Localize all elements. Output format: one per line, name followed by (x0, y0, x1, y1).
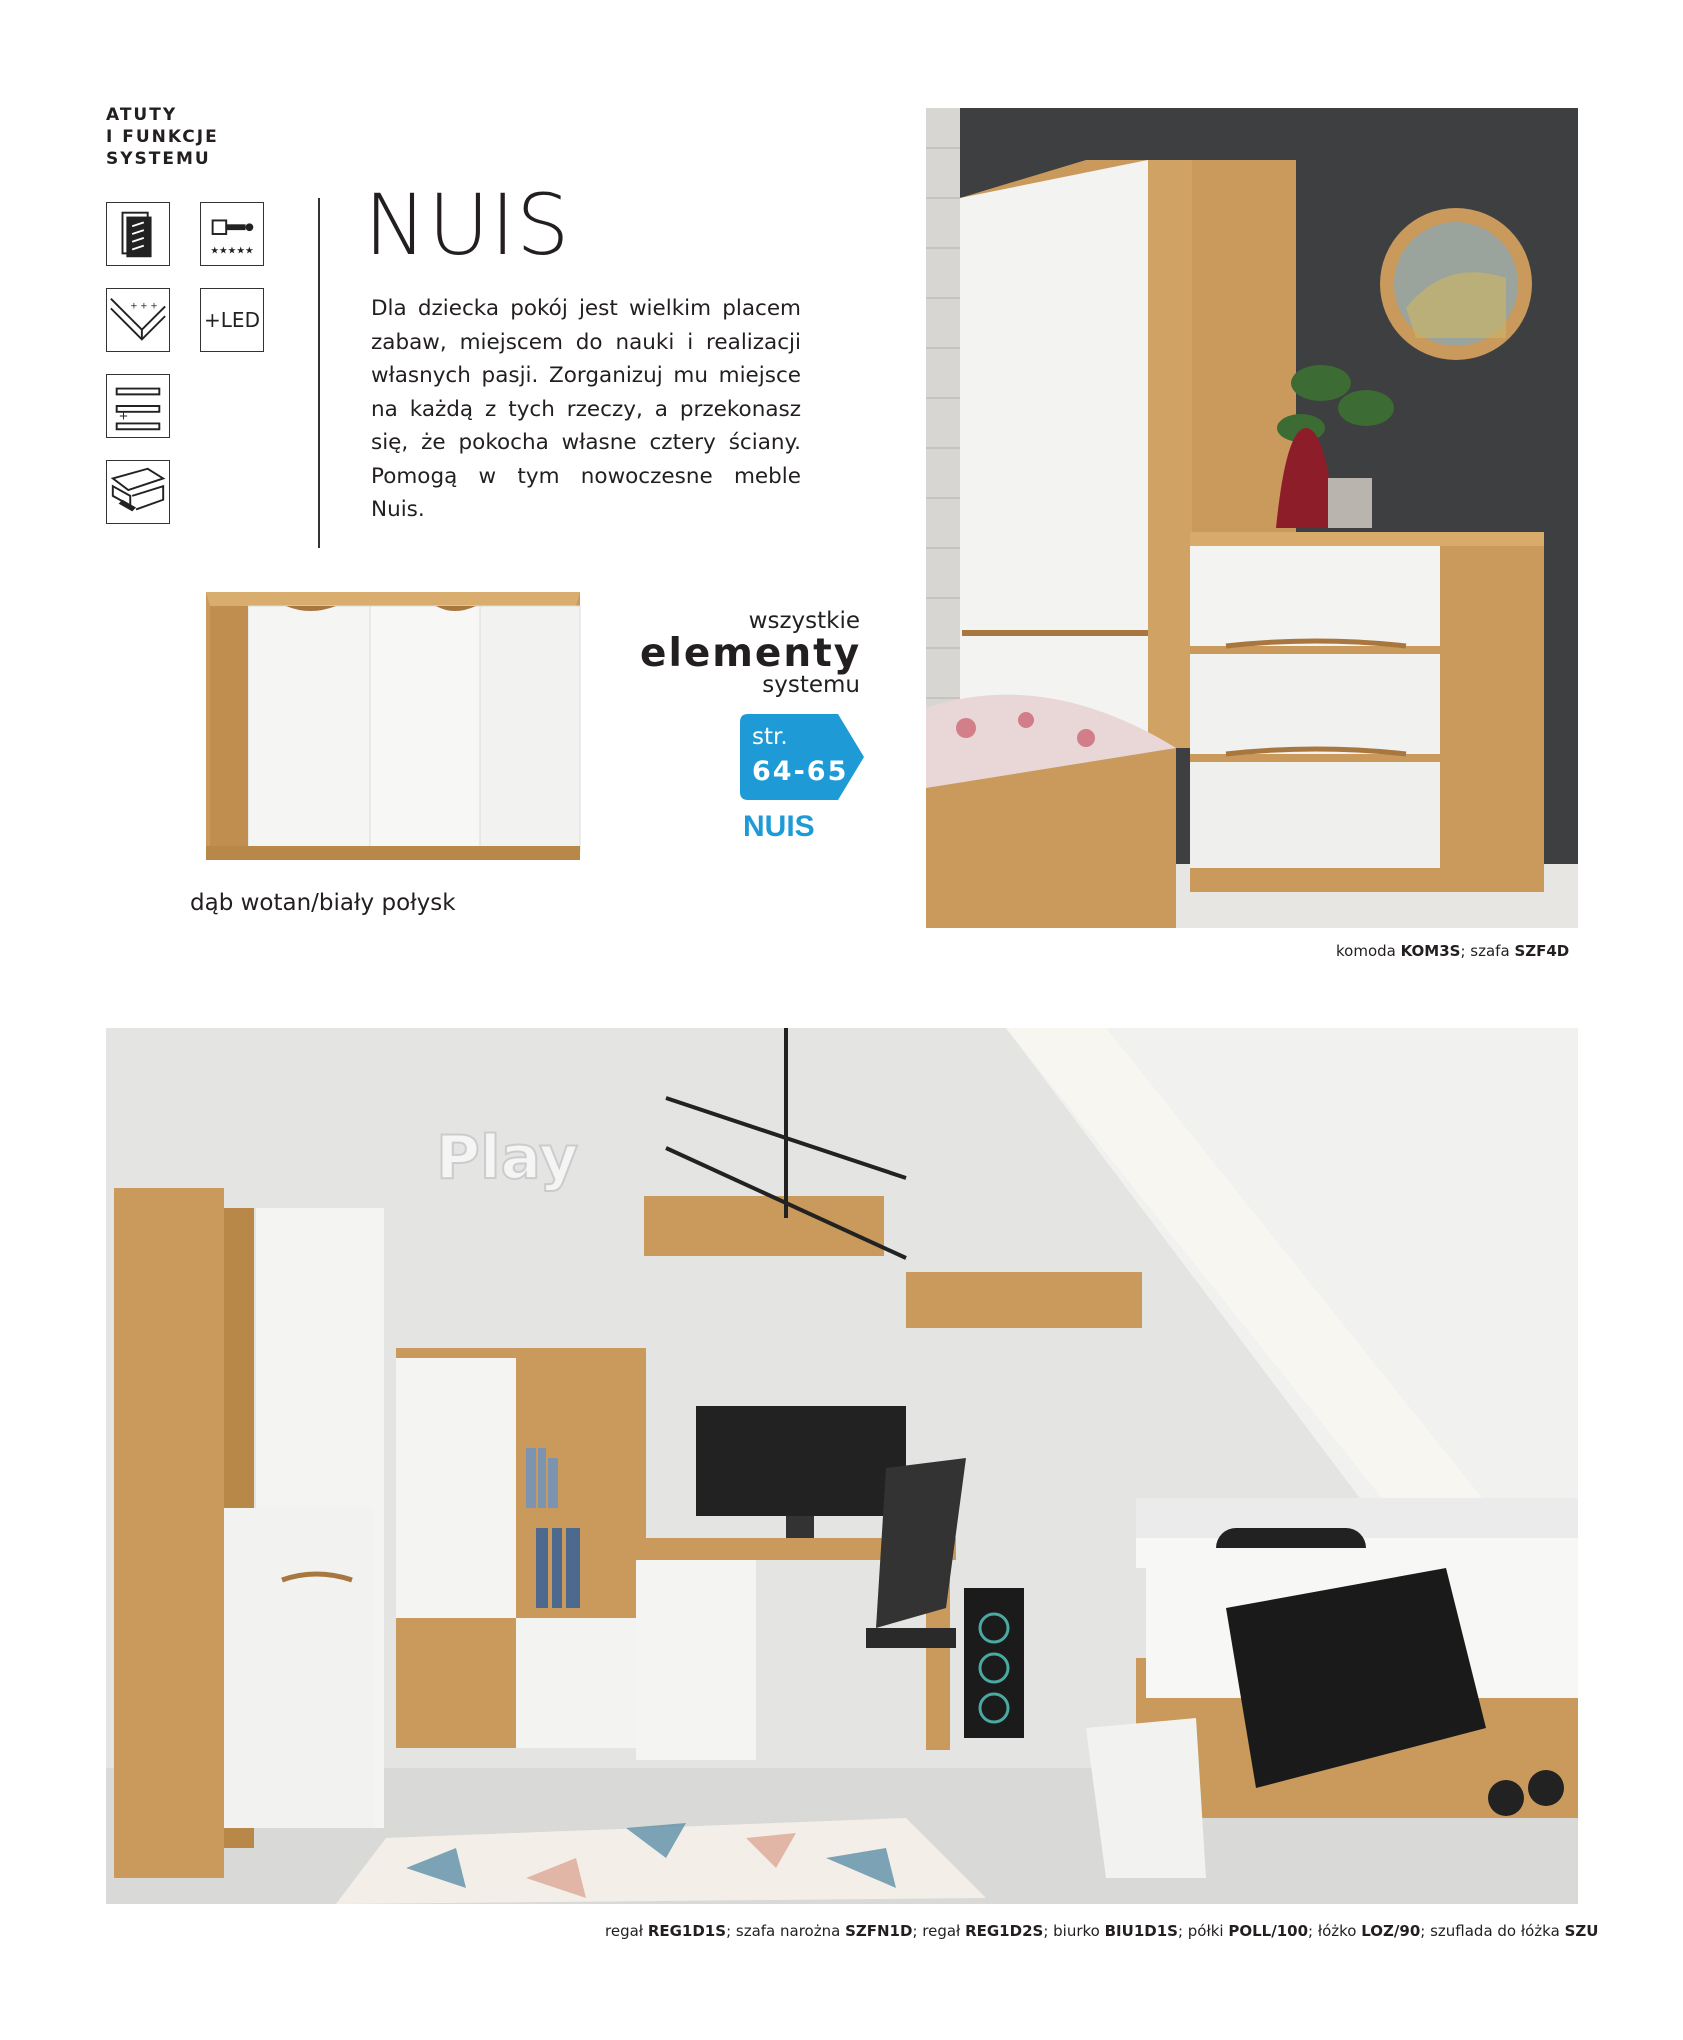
series-link[interactable]: NUIS (743, 810, 815, 843)
drawer-guide-icon (106, 460, 170, 524)
page-range: 64-65 (752, 756, 849, 787)
page-reference-tag[interactable] (740, 714, 864, 800)
svg-text:+: + (118, 408, 129, 423)
scratch-resistant-surface-icon (106, 288, 170, 352)
bottom-photo-caption: regał REG1D1S; szafa narożna SZFN1D; regał REG1D2S; biurko BIU1D1S; półki POLL/100; łóżko LOZ/90; szuflada do łóżka SZU (605, 1922, 1599, 1940)
led-option-icon: +LED (200, 288, 264, 352)
neon-sign: Play (436, 1123, 579, 1193)
divider-line (318, 198, 320, 548)
top-photo-caption: komoda KOM3S; szafa SZF4D (1336, 942, 1570, 960)
wardrobe-dresser-photo (926, 108, 1578, 928)
hinge-rating-icon (200, 202, 264, 266)
shelf-extension-icon (106, 374, 170, 438)
sideboard-product-image (196, 580, 590, 870)
svg-text:★★★★★: ★★★★★ (210, 245, 254, 257)
all-elements-heading: wszystkie elementy systemu (640, 608, 862, 698)
series-intro: Dla dziecka pokój jest wielkim placem zabaw, miejscem do nauki i realizacji własnych pasji. Zorganizuj mu miejsce na każdą z tych rzeczy, a przekonasz się, że pokocha własne cztery ściany. Pomogą w tym nowoczesne meble Nuis. (371, 296, 801, 522)
page-label: str. (752, 724, 788, 750)
soft-close-drawer-icon (106, 202, 170, 266)
kids-room-photo (106, 1028, 1578, 1904)
series-title: NUIS (364, 176, 571, 274)
product-finish-label: dąb wotan/biały połysk (190, 890, 456, 916)
svg-text:+ + +: + + + (130, 301, 158, 312)
features-heading: ATUTY I FUNKCJE SYSTEMU (106, 105, 219, 169)
